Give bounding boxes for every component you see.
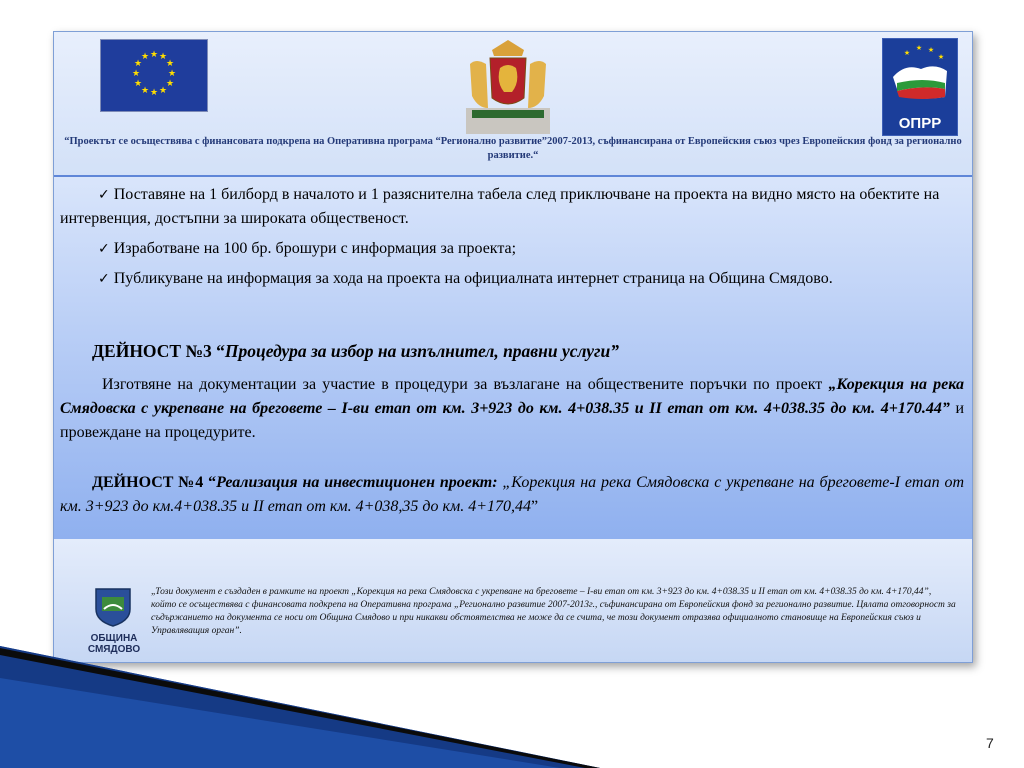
activity4-text: „Корекция на река Смядовска с укрепване на бреговете-I етап от км. 3+923 до км.4+038.35 и II етап от км. 4+038,35 до км. 4+170,44: [60, 474, 965, 515]
bullet-website: [60, 267, 964, 291]
svg-text:★: ★: [903, 49, 911, 57]
svg-text:★: ★: [158, 86, 168, 96]
svg-text:★: ★: [133, 79, 143, 89]
oprr-logo-text: ОПРР: [898, 115, 942, 132]
activity4-title: Реализация на инвестиционен проект:: [216, 474, 498, 491]
activity4-block: ДЕЙНОСТ №4 “Реализация на инвестиционен проект: „Корекция на река Смядовска с укрепване на бреговете-I етап от км. 3+923 до км.4+038.35 и II етап от км. 4+038,35 до км. 4+170,44”: [60, 474, 965, 515]
svg-text:★: ★: [140, 52, 150, 62]
activity4-prefix: ДЕЙНОСТ №4 “: [92, 474, 217, 491]
svg-text:★: ★: [937, 53, 945, 61]
content-panel: [54, 175, 972, 541]
activity3-heading: ДЕЙНОСТ №3 “Процедура за избор на изпълнител, правни услуги”: [92, 341, 619, 361]
svg-text:★: ★: [915, 44, 923, 52]
activity3-text: Изготвяне на документации за участие в процедури за възлагане на обществените поръчки по проект „Корекция на река Смядовска с укрепване на бреговете – I-ви етап от км. 3+923 до км. 4+038.35 и II етап от км. 4+038.35 до км. 4+170.44” и провеждане на процедурите.: [60, 376, 965, 441]
municipality-label: ОБЩИНА СМЯДОВО: [87, 633, 141, 655]
bullet-text: Публикуване на информация за хода на проекта на официалната интернет страница на Община Смядово.: [113, 270, 833, 287]
bulgaria-coat-of-arms-icon: [462, 38, 554, 136]
page-number: 7: [986, 735, 994, 751]
decorative-wedge: [0, 560, 620, 768]
bullet-billboard: [60, 183, 964, 231]
svg-text:★: ★: [165, 59, 175, 69]
checkmark-icon: ✓: [98, 241, 110, 257]
svg-text:★: ★: [140, 86, 150, 96]
svg-text:★: ★: [167, 69, 177, 79]
svg-text:★: ★: [165, 79, 175, 89]
project-name: „Корекция на река Смядовска с укрепване на бреговете – I-ви етап от км. 3+923 до км. 4+038.35 и II етап от км. 4+038.35 до км. 4+170.44”: [60, 376, 964, 417]
bullet-brochures: [60, 237, 964, 261]
svg-text:★: ★: [927, 46, 935, 54]
disclaimer-text: „Този документ е създаден в рамките на проект „Корекция на река Смядовска с укрепване на бреговете – I-ви етап от км. 3+923 до км. 4+038.35 и II етап от км. 4+038.35 до км. 4+170,44”, който се осъществява с финансовата подкрепа на Оперативна програма „Регионално развитие 2007-2013г., съфинансирана от Европейския фонд за регионално развитие. Цялата отговорност за съдържанието на документа се носи от Община Смядово и при никакви обстоятелства не може да се счита, че този документ отразява официалното становище на Европейския съюз и Управляващия орган”.: [151, 587, 956, 636]
oprr-logo: [882, 38, 958, 136]
svg-text:★: ★: [158, 52, 168, 62]
svg-text:★: ★: [149, 50, 159, 60]
header-logos: [54, 32, 972, 175]
eu-flag-icon: [100, 39, 208, 112]
bullet-text: Поставяне на 1 билборд в началото и 1 разяснителна табела след приключване на проекта на видно място на обектите на интервенция, достъпни за широката общественост.: [60, 186, 940, 227]
activity3-title: Процедура за избор на изпълнител, правни услуги”: [224, 341, 619, 361]
bullet-text: Изработване на 100 бр. брошури с информация за проекта;: [113, 240, 517, 257]
checkmark-icon: ✓: [98, 271, 110, 287]
svg-text:★: ★: [149, 88, 159, 98]
svg-text:★: ★: [133, 59, 143, 69]
funding-statement: “Проектът се осъществява с финансовата подкрепа на Оперативна програма “Регионално развитие”2007-2013, съфинансирана от Европейския съюз чрез Европейския фонд за регионално развитие.“: [64, 136, 962, 161]
checkmark-icon: ✓: [98, 187, 110, 203]
svg-text:★: ★: [131, 69, 141, 79]
